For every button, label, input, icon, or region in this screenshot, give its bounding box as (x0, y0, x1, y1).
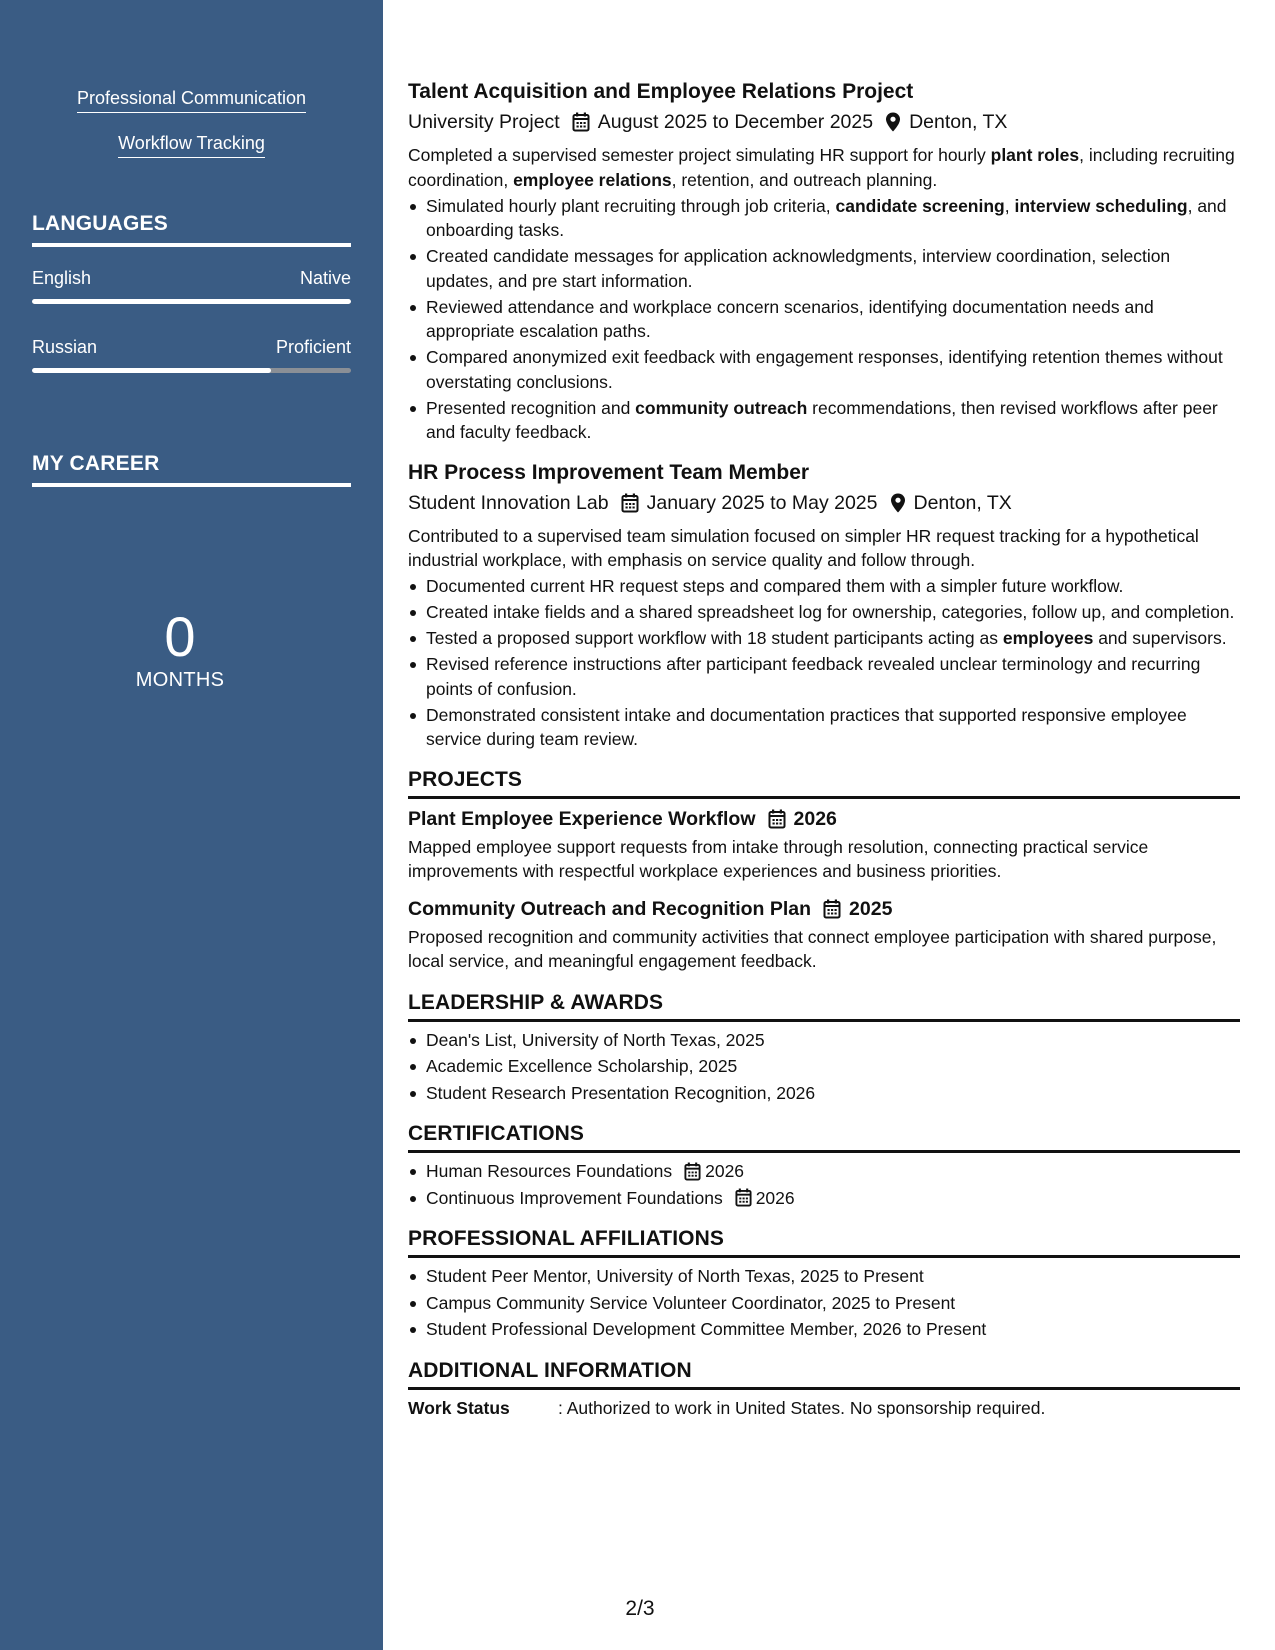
career-duration-value: 0 (164, 605, 196, 668)
language-proficiency-bar (32, 299, 351, 304)
calendar-icon (768, 809, 786, 829)
job-title: Talent Acquisition and Employee Relations Project (408, 80, 914, 103)
bullet-item (408, 345, 1240, 394)
bullet-item (408, 703, 1240, 752)
job-meta (408, 108, 1240, 136)
list-item: Student Professional Development Committee Member, 2026 to Present (408, 1317, 1240, 1342)
bold-keyword: interview scheduling (1014, 195, 1188, 216)
skill-item (0, 133, 383, 158)
project-description: Proposed recognition and community activities that connect employee participation with shared purpose, local service, and meaningful engagement feedback. (408, 926, 1217, 971)
job-organization: University Project (408, 111, 560, 133)
language-name: English (32, 268, 92, 288)
calendar-icon (823, 899, 841, 919)
bullet-item (408, 652, 1240, 701)
sidebar (0, 0, 383, 1650)
bold-keyword: community outreach (635, 397, 808, 418)
text-run: Tested a proposed support workflow with 18 student participants acting as (426, 628, 1003, 648)
job-dates: August 2025 to December 2025 (597, 111, 874, 133)
leadership-list (408, 1028, 1240, 1106)
work-status-value: : Authorized to work in United States. No sponsorship required. (558, 1397, 1046, 1418)
text-run: Created intake fields and a shared spreadsheet log for ownership, categories, follow up, and completion. (426, 602, 1235, 622)
text-run: Compared anonymized exit feedback with engagement responses, identifying retention themes without overstating conclusions. (426, 347, 1223, 392)
bullet-item (408, 194, 1240, 243)
project-item (408, 895, 1240, 974)
bullet-item (408, 626, 1240, 651)
location-pin-icon (885, 112, 901, 132)
language-name: Russian (32, 337, 98, 357)
list-item: Academic Excellence Scholarship, 2025 (408, 1054, 1240, 1079)
list-item: Student Research Presentation Recognition, 2026 (408, 1081, 1240, 1106)
project-year: 2026 (793, 807, 837, 830)
job-meta (408, 489, 1240, 517)
text-run: , and onboarding tasks. (426, 195, 1227, 240)
text-run: Created candidate messages for application acknowledgments, interview coordination, selection updates, and pre start information. (426, 246, 1171, 291)
text-run: Documented current HR request steps and compared them with a simpler future workflow. (426, 576, 1124, 596)
text-run: Simulated hourly plant recruiting through job criteria, (426, 195, 836, 216)
calendar-icon (621, 493, 639, 513)
language-proficiency-fill (32, 368, 271, 373)
certification-year: 2026 (755, 1187, 795, 1208)
career-heading: MY CAREER (32, 452, 351, 487)
section-heading: PROFESSIONAL AFFILIATIONS (408, 1227, 1240, 1258)
list-item: Student Peer Mentor, University of North Texas, 2025 to Present (408, 1264, 1240, 1289)
bullet-item (408, 574, 1240, 599)
list-item: Campus Community Service Volunteer Coordinator, 2025 to Present (408, 1291, 1240, 1316)
bullet-item (408, 396, 1240, 445)
career-duration (80, 607, 280, 692)
text-run: and supervisors. (1093, 628, 1227, 648)
job-organization: Student Innovation Lab (408, 491, 609, 514)
list-item: Dean's List, University of North Texas, 2025 (408, 1028, 1240, 1053)
affiliations-list (408, 1264, 1240, 1342)
text-run: , (1004, 195, 1015, 216)
section-heading: LEADERSHIP & AWARDS (408, 991, 1240, 1022)
additional-info-section (408, 1359, 1240, 1420)
languages-heading: LANGUAGES (32, 212, 351, 247)
leadership-section (408, 991, 1240, 1106)
text-run: Reviewed attendance and workplace concern scenarios, identifying documentation needs and appropriate escalation paths. (426, 296, 1154, 341)
section-heading: PROJECTS (408, 768, 1240, 799)
language-level: Native (299, 268, 351, 288)
job-location: Denton, TX (909, 111, 1008, 133)
language-row (32, 337, 351, 358)
project-year: 2025 (849, 897, 893, 920)
bullet-item (408, 600, 1240, 625)
language-level: Proficient (275, 337, 351, 357)
certification-item (408, 1186, 1240, 1211)
project-title-row (408, 895, 1240, 923)
section-heading: CERTIFICATIONS (408, 1122, 1240, 1153)
calendar-icon (684, 1162, 701, 1181)
bold-keyword: candidate screening (835, 195, 1005, 216)
projects-section (408, 768, 1240, 974)
bold-keyword: employee relations (513, 169, 672, 190)
work-status-label: Work Status (408, 1397, 510, 1418)
job-dates: January 2025 to May 2025 (646, 491, 878, 514)
bold-keyword: plant roles (990, 145, 1080, 165)
project-description: Mapped employee support requests from intake through resolution, connecting practical service improvements with respectful workplace experiences and business priorities. (408, 836, 1149, 881)
project-title-row (408, 805, 1240, 833)
location-pin-icon (890, 493, 906, 513)
job-summary (408, 143, 1240, 192)
text-run: , including recruiting coordination, (408, 145, 1235, 190)
affiliations-section (408, 1227, 1240, 1342)
job-location: Denton, TX (913, 491, 1012, 514)
text-run: , retention, and outreach planning. (671, 169, 938, 190)
page-number: 2/3 (625, 1597, 655, 1620)
certification-item (408, 1159, 1240, 1184)
bullet-item (408, 244, 1240, 293)
job-title: HR Process Improvement Team Member (408, 460, 810, 484)
project-item (408, 805, 1240, 884)
bullet-item (408, 295, 1240, 344)
project-title: Plant Employee Experience Workflow (408, 807, 756, 830)
main-content (408, 78, 1240, 1420)
language-proficiency-bar (32, 368, 351, 373)
certification-name: Human Resources Foundations (426, 1161, 673, 1181)
language-row (32, 268, 351, 289)
text-run: Completed a supervised semester project simulating HR support for hourly (408, 145, 991, 165)
certifications-section (408, 1122, 1240, 1210)
skill-label: Professional Communication (77, 88, 306, 113)
certification-year: 2026 (705, 1161, 745, 1181)
career-duration-unit: MONTHS (135, 669, 225, 691)
text-run: Contributed to a supervised team simulation focused on simpler HR request tracking for a hypothetical industrial workplace, with emphasis on service quality and follow through. (408, 525, 1199, 570)
calendar-icon (572, 112, 590, 132)
certification-name: Continuous Improvement Foundations (426, 1187, 723, 1208)
bold-keyword: employees (1002, 628, 1094, 648)
text-run: Presented recognition and (426, 397, 636, 418)
text-run: recommendations, then revised workflows after peer and faculty feedback. (426, 397, 1218, 442)
skill-label: Workflow Tracking (118, 133, 265, 158)
section-heading: ADDITIONAL INFORMATION (408, 1359, 1240, 1390)
experience-entry (408, 78, 1240, 445)
experience-entry (408, 459, 1240, 752)
work-status-row (408, 1396, 1240, 1420)
text-run: Demonstrated consistent intake and documentation practices that supported responsive employee service during team review. (426, 704, 1187, 749)
job-bullets (408, 574, 1240, 752)
project-title: Community Outreach and Recognition Plan (408, 897, 812, 920)
calendar-icon (735, 1188, 752, 1207)
job-summary (408, 524, 1240, 573)
job-bullets (408, 194, 1240, 445)
language-proficiency-fill (32, 299, 351, 304)
text-run: Revised reference instructions after participant feedback revealed unclear terminology and recurring points of confusion. (426, 654, 1201, 699)
certifications-list (408, 1159, 1240, 1210)
skill-item (0, 88, 383, 113)
